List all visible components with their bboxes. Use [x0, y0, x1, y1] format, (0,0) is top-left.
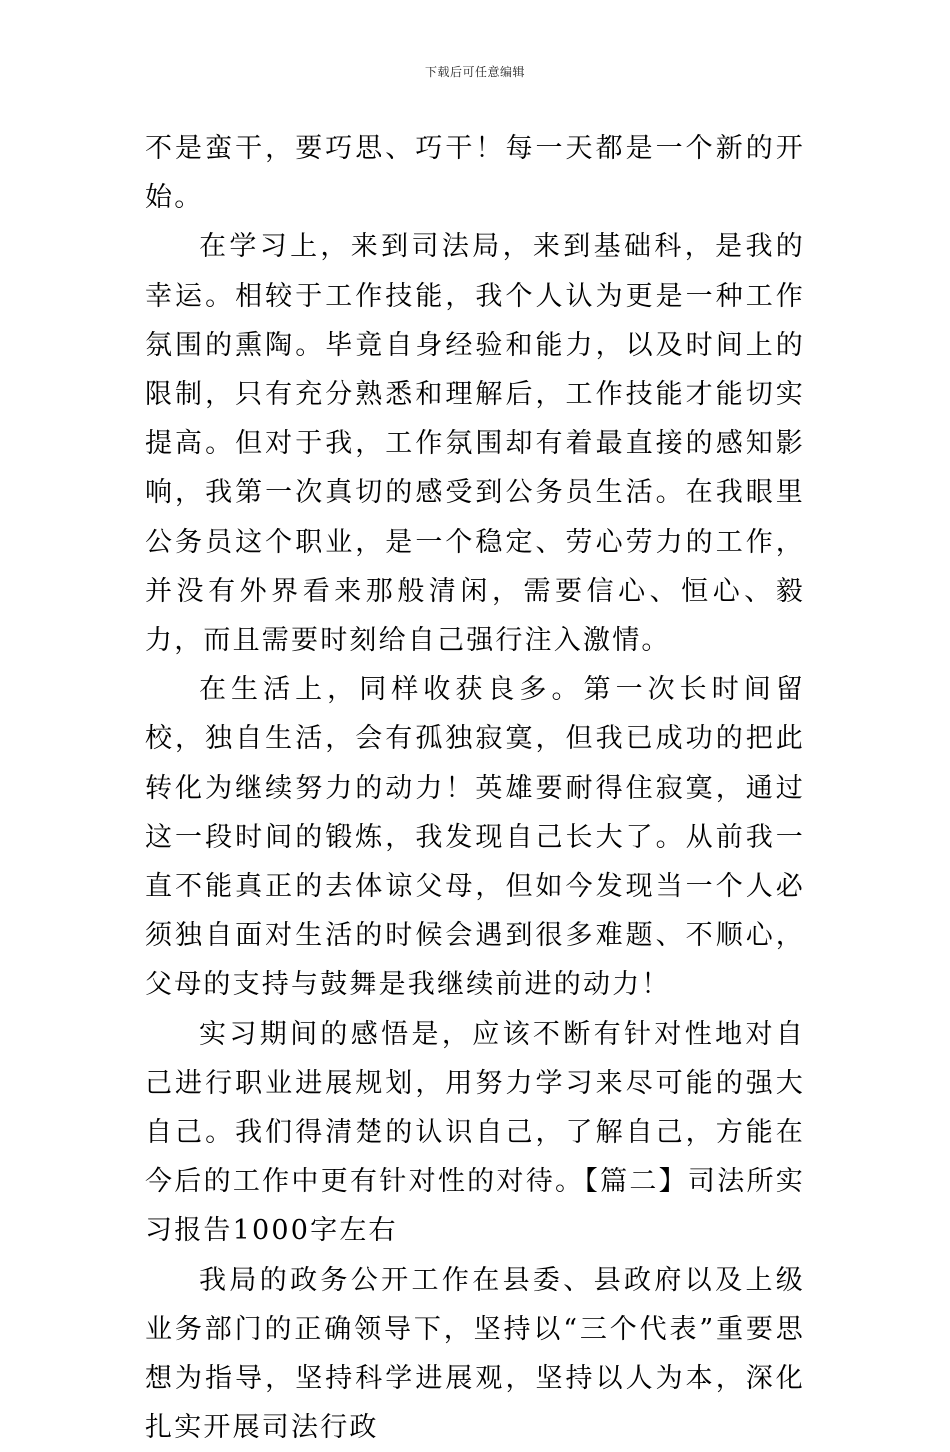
paragraph-study: 在学习上，来到司法局，来到基础科，是我的幸运。相较于工作技能，我个人认为更是一种工作氛围的熏陶。毕竟自身经验和能力，以及时间上的限制，只有充分熟悉和理解后，工作技能才能切实提高。但对于我，工作氛围却有着最直接的感知影响，我第一次真切的感受到公务员生活。在我眼里公务员这个职业，是一个稳定、劳心劳力的工作，并没有外界看来那般清闲，需要信心、恒心、毅力，而且需要时刻给自己强行注入激情。 [145, 231, 805, 657]
page-header-note: 下载后可任意编辑 [424, 65, 525, 79]
paragraph-government-affairs: 我局的政务公开工作在县委、县政府以及上级业务部门的正确领导下，坚持以“三个代表”重要思想为指导，坚持科学进展观，坚持以人为本，深化扎实开展司法行政 [145, 1264, 805, 1444]
paragraph-life: 在生活上，同样收获良多。第一次长时间留校，独自生活，会有孤独寂寞，但我已成功的把此转化为继续努力的动力！英雄要耐得住寂寞，通过这一段时间的锻炼，我发现自己长大了。从前我一直不能真正的去体谅父母，但如今发现当一个人必须独自面对生活的时候会遇到很多难题、不顺心，父母的支持与鼓舞是我继续前进的动力！ [145, 674, 805, 1001]
paragraph-reflection: 实习期间的感悟是，应该不断有针对性地对自己进行职业进展规划，用努力学习来尽可能的强大自己。我们得清楚的认识自己，了解自己，方能在今后的工作中更有针对性的对待。【篇二】司法所实习报告1000字左右 [145, 1018, 805, 1247]
paragraph-continuation: 不是蛮干，要巧思、巧干！每一天都是一个新的开始。 [145, 133, 805, 214]
document-body [145, 124, 805, 1452]
